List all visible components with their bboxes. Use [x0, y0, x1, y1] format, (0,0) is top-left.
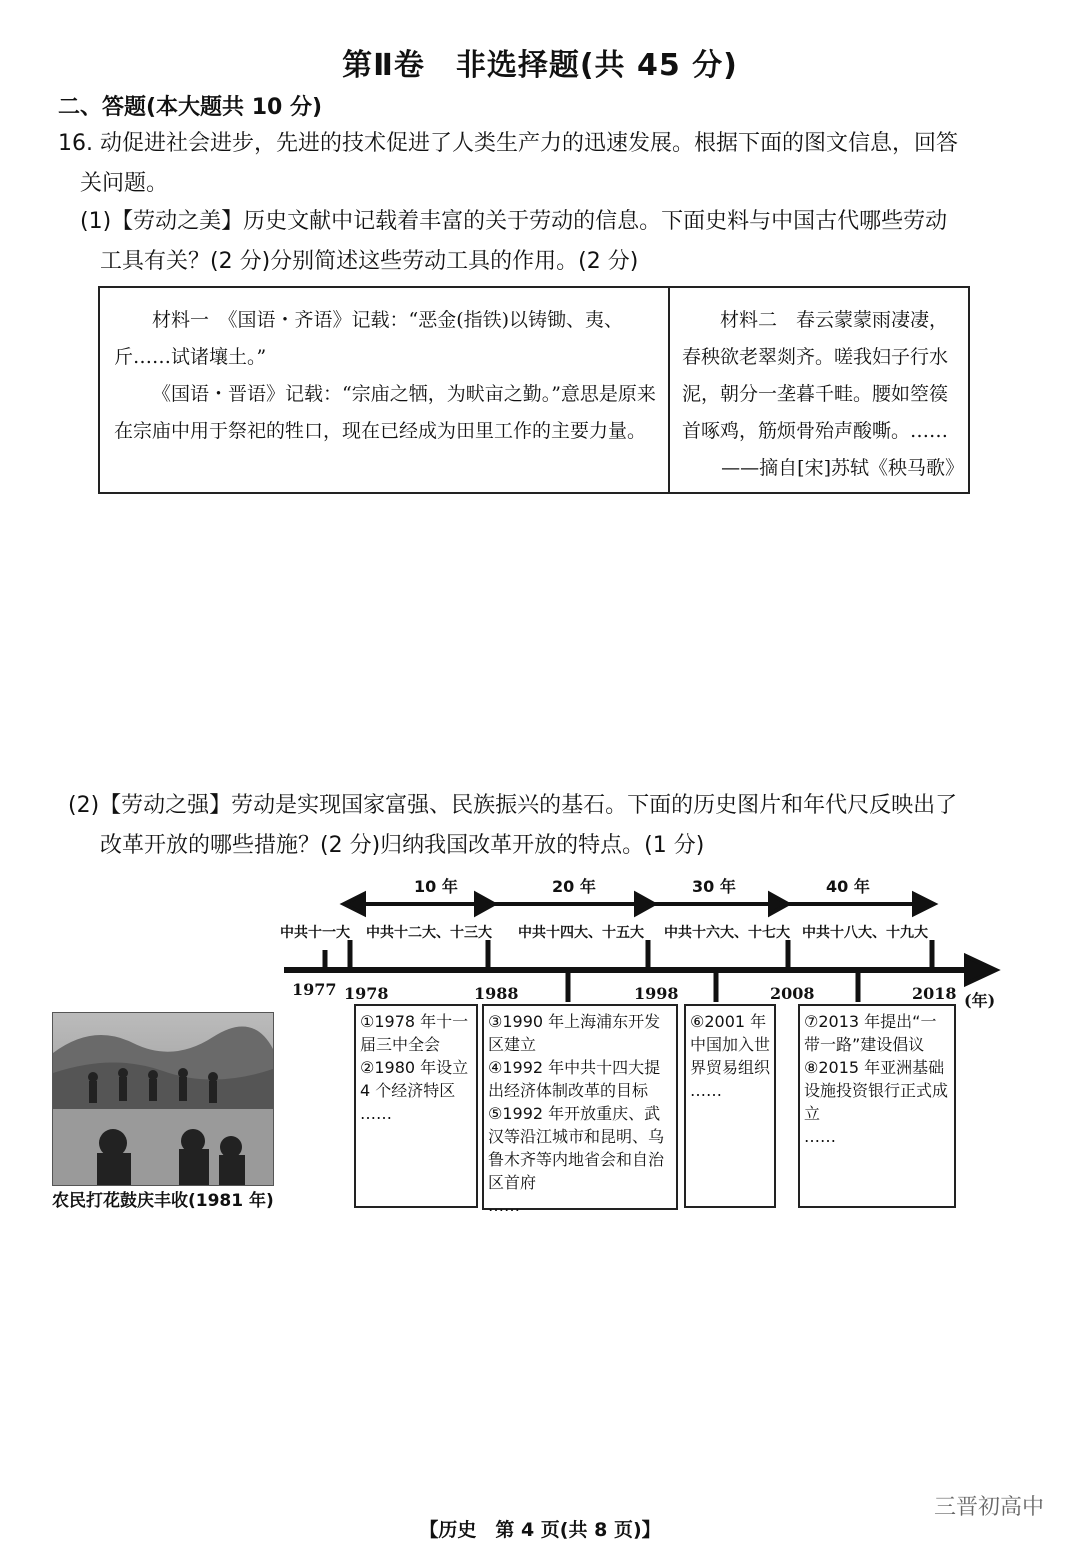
q16-line1: 16. 动促进社会进步，先进的技术促进了人类生产力的迅速发展。根据下面的图文信息，回答 — [58, 131, 958, 156]
part1-line1: (1)【劳动之美】历史文献中记载着丰富的关于劳动的信息。下面史料与中国古代哪些劳动 — [80, 209, 948, 234]
event-box-1978: ①1978 年十一届三中全会 ②1980 年设立 4 个经济特区 …… — [354, 1004, 478, 1208]
year-label: 1988 — [474, 984, 519, 1003]
q16-line2: 关问题。 — [80, 171, 169, 196]
year-label: 1977 — [292, 980, 337, 999]
congress-label: 中共十一大 — [280, 925, 350, 941]
material-two-source: ——摘自[宋]苏轼《秧马歌》 — [721, 457, 964, 479]
span-label-30: 30 年 — [692, 877, 736, 896]
part2-line1: (2)【劳动之强】劳动是实现国家富强、民族振兴的基石。下面的历史图片和年代尺反映出了 — [68, 793, 958, 818]
page-title: 第Ⅱ卷 非选择题(共 45 分) — [342, 48, 738, 83]
page-footer: 【历史 第 4 页(共 8 页)】 — [419, 1519, 661, 1541]
photo-image — [53, 1013, 273, 1185]
event-box-2008: ⑦2013 年提出“一带一路”建设倡议 ⑧2015 年亚洲基础设施投资银行正式成立 …… — [798, 1004, 956, 1208]
materials-box — [98, 286, 970, 494]
material-one-p2: 《国语・晋语》记载：“宗庙之牺，为畎亩之勤。”意思是原来在宗庙中用于祭祀的牲口，现在已经成为田里工作的主要力量。 — [114, 383, 656, 442]
material-one — [114, 302, 658, 450]
axis-arrow-head — [966, 956, 996, 984]
year-unit: (年) — [964, 991, 996, 1010]
photo-caption: 农民打花鼓庆丰收(1981 年) — [52, 1191, 274, 1211]
arrow-head-right — [914, 894, 934, 914]
material-two-p1: 材料二 春云蒙蒙雨凄凄，春秧欲老翠剡齐。嗟我妇子行水泥，朝分一垄暮千畦。腰如箜篌首啄鸡，筋烦骨殆声酸嘶。…… — [682, 309, 949, 442]
congress-label: 中共十六大、十七大 — [664, 925, 790, 941]
material-two — [682, 302, 964, 487]
year-label: 1978 — [344, 984, 389, 1003]
part1-line2: 工具有关？(2 分)分别简述这些劳动工具的作用。(2 分) — [100, 249, 639, 274]
event-box-1988: ③1990 年上海浦东开发区建立 ④1992 年中共十四大提出经济体制改革的目标 ⑤1992 年开放重庆、武汉等沿江城市和昆明、乌鲁木齐等内地省会和自治区首府 …… — [482, 1004, 678, 1210]
materials-divider — [668, 288, 670, 492]
congress-label: 中共十四大、十五大 — [518, 925, 644, 941]
year-label: 1998 — [634, 984, 679, 1003]
span-label-20: 20 年 — [552, 877, 596, 896]
event-box-1998: ⑥2001 年中国加入世界贸易组织 …… — [684, 1004, 776, 1208]
arrow-head-left — [344, 894, 364, 914]
section-heading: 二、答题(本大题共 10 分) — [58, 95, 323, 120]
congress-label: 中共十八大、十九大 — [802, 925, 928, 941]
congress-label: 中共十二大、十三大 — [366, 925, 492, 941]
year-label: 2008 — [770, 984, 815, 1003]
material-one-p1: 材料一 《国语・齐语》记载：“恶金(指铁)以铸锄、夷、斤……试诸壤土。” — [114, 309, 624, 368]
watermark-text: 三晋初高中 — [933, 1495, 1044, 1520]
span-label-40: 40 年 — [826, 877, 870, 896]
span-label-10: 10 年 — [414, 877, 458, 896]
historical-photo — [52, 1012, 274, 1186]
part2-line2: 改革开放的哪些措施？(2 分)归纳我国改革开放的特点。(1 分) — [100, 833, 705, 858]
year-label: 2018 — [912, 984, 957, 1003]
